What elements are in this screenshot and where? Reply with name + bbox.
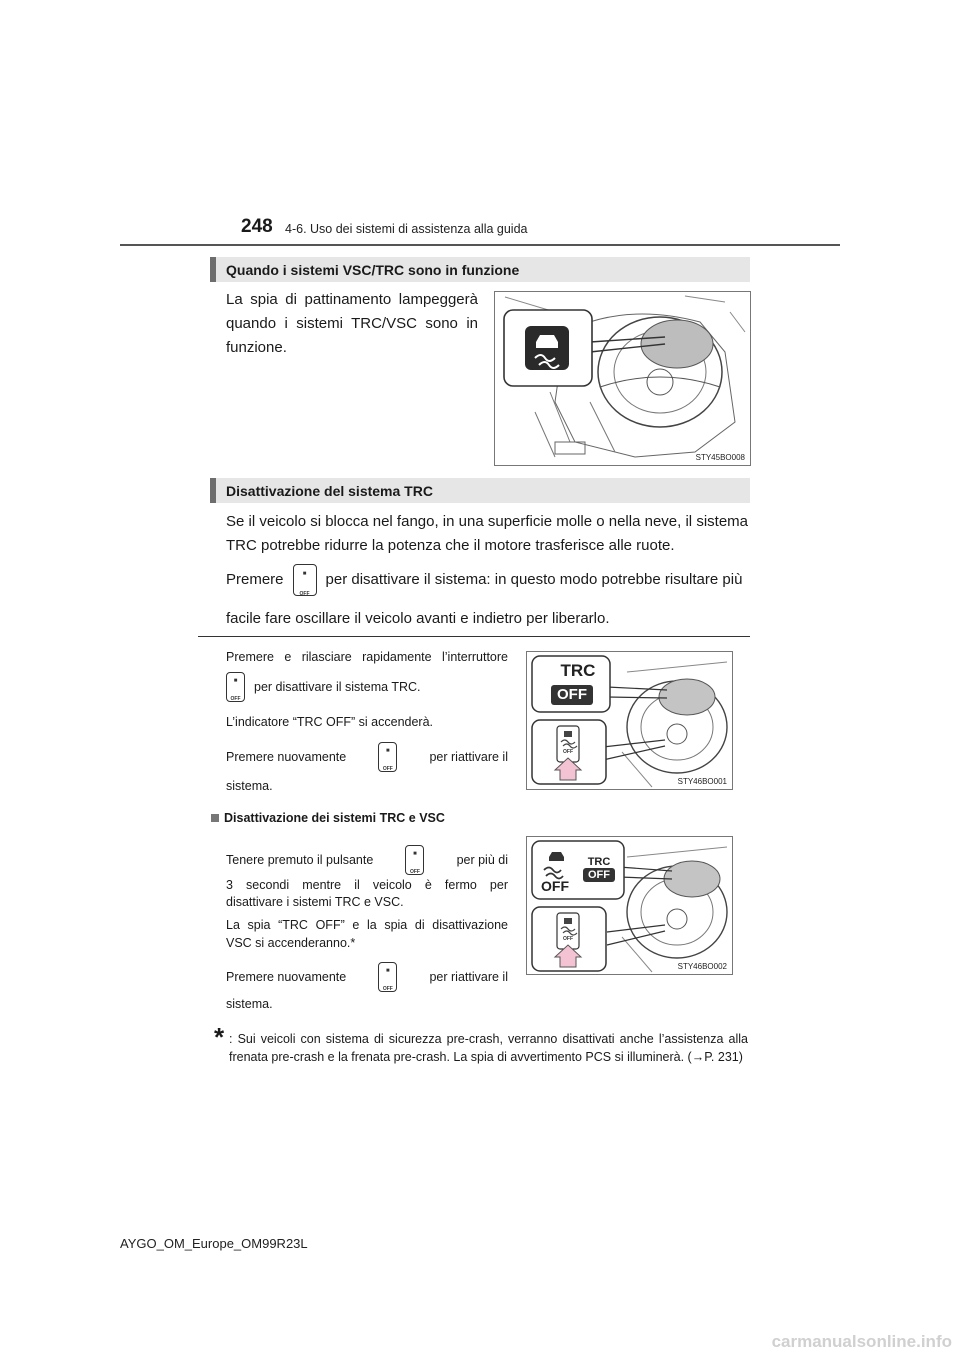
block2-line4-text: La spia “TRC OFF” e la spia di disattivazione	[226, 918, 508, 932]
block2-line1	[226, 845, 508, 875]
block2-line6a: Premere nuovamente	[226, 970, 347, 984]
off-indicator-text: OFF	[588, 869, 610, 881]
off-label: OFF	[382, 766, 393, 772]
section2-para1: Se il veicolo si blocca nel fango, in una superficie molle o nella neve, il sistema TRC potrebbe ridurre la potenza che il motore trasferisce alle ruote.	[226, 513, 748, 554]
button-off-label: OFF	[563, 749, 573, 755]
off-label: OFF	[230, 696, 241, 702]
block1-line2	[226, 672, 421, 702]
block2-line3: disattivare i sistemi TRC e VSC.	[226, 895, 404, 909]
section2-para3: facile fare oscillare il veicolo avanti e indietro per liberarlo.	[226, 610, 610, 627]
block1-line5: sistema.	[226, 779, 273, 793]
divider-rule	[198, 636, 750, 637]
figure-trc-vsc-off	[526, 836, 733, 975]
section-header-title: Quando i sistemi VSC/TRC sono in funzione	[226, 261, 520, 278]
block1-line4a: Premere nuovamente	[226, 750, 347, 764]
button-off-label: OFF	[563, 936, 573, 942]
block2-line1a: Tenere premuto il pulsante	[226, 853, 374, 867]
car-icon: ■	[386, 968, 390, 974]
dashboard-illustration	[495, 292, 750, 465]
block1-line1	[226, 648, 508, 666]
trc-indicator-text: TRC	[587, 856, 611, 868]
block2-line6b: per riattivare il	[429, 970, 508, 984]
trc-off-button-icon	[293, 564, 317, 596]
watermark: carmanualsonline.info	[771, 1332, 952, 1351]
block2-line2-text: 3 secondi mentre il veicolo è fermo per	[226, 878, 508, 892]
section2-para2	[226, 564, 748, 596]
block2-heading-text: Disattivazione dei sistemi TRC e VSC	[224, 811, 445, 825]
figure-trc-off	[526, 651, 733, 790]
block2-line4	[226, 916, 508, 934]
section1-body: La spia di pattinamento lampeggerà quando i sistemi TRC/VSC sono in funzione.	[226, 291, 478, 356]
block1-line4b: per riattivare il	[429, 750, 508, 764]
premere-text: Premere	[226, 571, 284, 588]
block1-line4	[226, 742, 508, 772]
block2-line5: VSC si accenderanno.*	[226, 936, 356, 950]
block1-line3: L’indicatore “TRC OFF” si accenderà.	[226, 715, 434, 729]
block2-line1b: per più di	[456, 853, 508, 867]
footer-doc-id: AYGO_OM_Europe_OM99R23L	[120, 1236, 308, 1251]
section-header-bar	[210, 478, 216, 503]
car-icon: ■	[233, 678, 238, 684]
off-label: OFF	[299, 591, 310, 597]
dashboard-illustration	[527, 837, 732, 974]
block2-line7: sistema.	[226, 997, 273, 1011]
off-label: OFF	[409, 869, 420, 875]
block1-line2-text: per disattivare il sistema TRC.	[254, 680, 421, 694]
section-header-bar	[210, 257, 216, 282]
trc-off-button-icon	[378, 962, 397, 992]
block2-line6	[226, 962, 508, 992]
section-header-trc-off	[210, 478, 750, 503]
trc-off-button-icon	[405, 845, 424, 875]
footnote-marker: *	[214, 1022, 225, 1052]
car-icon: ■	[302, 571, 307, 577]
car-icon: ■	[413, 851, 417, 857]
section-header-vsc-trc	[210, 257, 750, 282]
car-icon: ■	[386, 748, 390, 754]
chapter-title: 4-6. Uso dei sistemi di assistenza alla guida	[285, 222, 528, 236]
page-number: 248	[241, 216, 273, 237]
figure-code: STY45BO008	[695, 453, 745, 462]
para2-rest: per disattivare il sistema: in questo modo potrebbe risultare più	[325, 571, 743, 588]
trc-indicator-text: TRC	[560, 661, 596, 680]
off-label: OFF	[382, 986, 393, 992]
block2-heading	[211, 811, 445, 825]
section-header-title: Disattivazione del sistema TRC	[226, 482, 433, 499]
trc-off-button-icon	[378, 742, 397, 772]
header-rule	[120, 244, 840, 246]
figure-slip-indicator	[494, 291, 751, 466]
vsc-off-indicator-text: OFF	[541, 878, 569, 894]
trc-off-button-icon	[226, 672, 245, 702]
square-bullet-icon	[211, 814, 219, 822]
figure-code: STY46BO001	[677, 777, 727, 786]
off-indicator-text: OFF	[557, 686, 587, 703]
block2-line2	[226, 876, 508, 894]
block1-line1-text: Premere e rilasciare rapidamente l’interruttore	[226, 650, 508, 664]
footnote-text: : Sui veicoli con sistema di sicurezza pre-crash, verranno disattivati anche l’assistenza alla frenata pre-crash e la frenata pre-crash. La spia di avvertimento PCS si illuminerà. (→P. 231)	[229, 1032, 748, 1064]
figure-code: STY46BO002	[677, 962, 727, 971]
